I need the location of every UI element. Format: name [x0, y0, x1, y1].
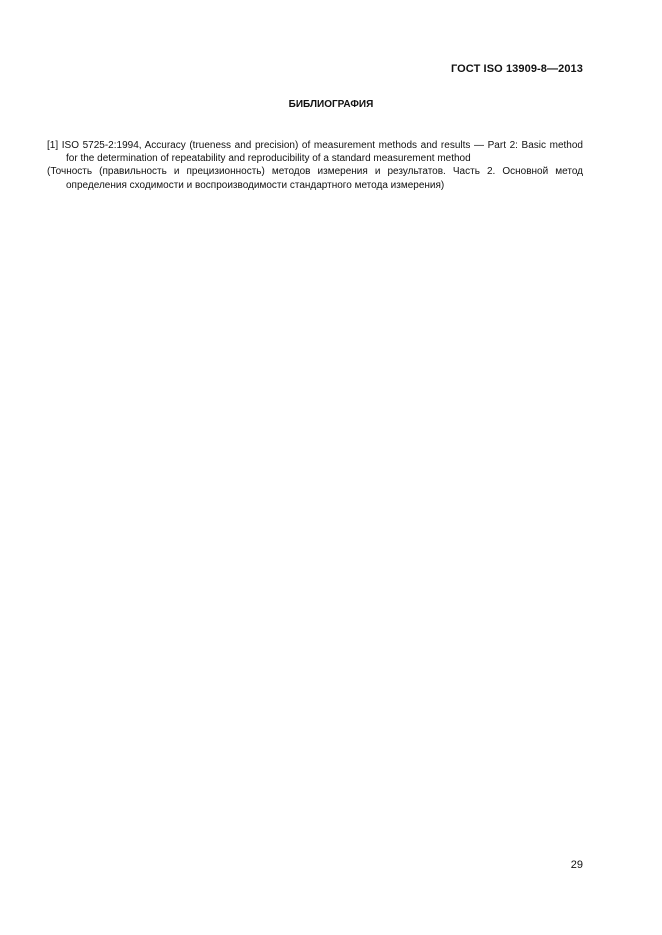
document-code: ГОСТ ISO 13909-8—2013: [450, 63, 583, 75]
page-number: 29: [570, 859, 583, 871]
bibliography-list: [47, 139, 583, 192]
reference-original: [1] ISO 5725-2:1994, Accuracy (trueness and precision) of measurement methods and results — Part 2: Basic method for the determination of repeatability and reproducibility of a standard measurement method: [47, 140, 583, 165]
reference-translation: (Точность (правильность и прецизионность) методов измерения и результатов. Часть 2. Основной метод определения сходимости и воспроизводимости стандартного метода измерения): [47, 166, 583, 191]
section-title: БИБЛИОГРАФИЯ: [288, 99, 374, 110]
